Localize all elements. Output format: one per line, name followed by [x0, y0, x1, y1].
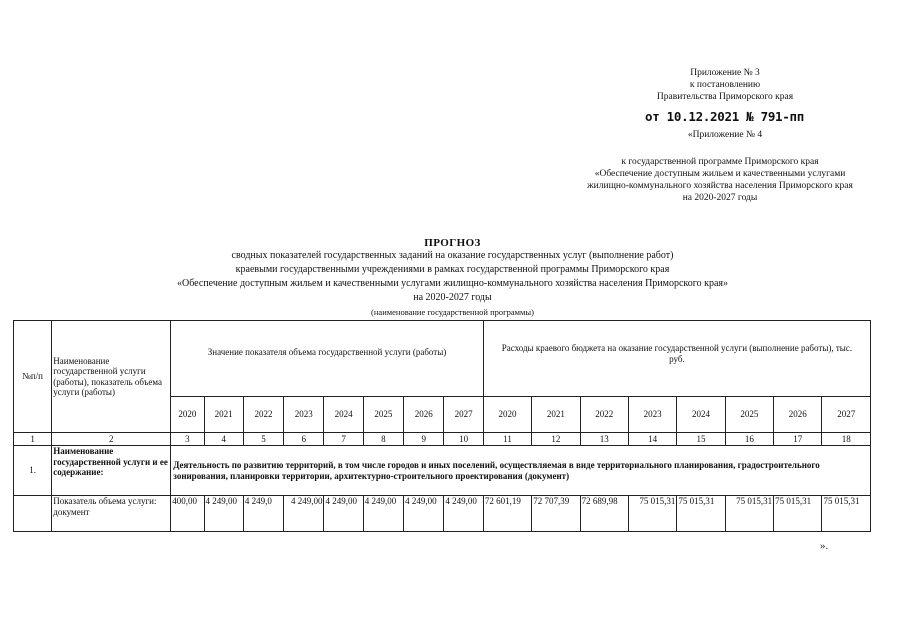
col-number: 14 [628, 433, 676, 446]
year-expense-2026: 2026 [774, 397, 822, 433]
year-volume-2024: 2024 [324, 397, 363, 433]
program-ref-line2: «Обеспечение доступным жильем и качественными услугами [594, 169, 846, 179]
year-volume-2020: 2020 [171, 397, 204, 433]
col-number: 6 [284, 433, 324, 446]
header-expense-group: Расходы краевого бюджета на оказание государственной услуги (выполнение работы), тыс. руб. [483, 321, 870, 397]
indicator-row-num [14, 496, 52, 532]
indicator-row [14, 496, 871, 532]
expense-2020: 72 601,19 [483, 496, 531, 532]
volume-2023: 4 249,00 [284, 496, 324, 532]
appendix-number: Приложение № 3 [690, 68, 760, 78]
program-ref-line4: на 2020-2027 годы [682, 193, 758, 203]
year-expense-2023: 2023 [628, 397, 676, 433]
service-row [14, 446, 871, 496]
service-content: Деятельность по развитию территорий, в том числе городов и иных поселений, осуществляемая в виде территориального планирования, градостроительного зонирования, планировки территории, архитектурно-строительного проектирования (документ) [171, 446, 871, 496]
year-volume-2027: 2027 [444, 397, 483, 433]
indicator-name: Показатель объема услуги: документ [52, 496, 171, 532]
year-expense-2022: 2022 [580, 397, 628, 433]
header-row-groups [14, 321, 871, 397]
order-date-number: от 10.12.2021 № 791-пп [645, 109, 804, 124]
header-num: №п/п [14, 321, 52, 433]
col-number: 7 [324, 433, 363, 446]
document-title: ПРОГНОЗ [424, 237, 481, 249]
service-row-num: 1. [14, 446, 52, 496]
volume-2022: 4 249,0 [243, 496, 283, 532]
volume-2024: 4 249,00 [324, 496, 363, 532]
expense-2024: 75 015,31 [677, 496, 725, 532]
volume-2025: 4 249,00 [363, 496, 403, 532]
year-expense-2020: 2020 [483, 397, 531, 433]
subtitle-line-4: на 2020-2027 годы [413, 292, 492, 303]
col-number: 8 [363, 433, 403, 446]
col-number: 15 [677, 433, 725, 446]
subtitle-line-3: «Обеспечение доступным жильем и качественными услугами жилищно-коммунального хозяйства населения Приморского края» [176, 278, 729, 289]
year-expense-2027: 2027 [822, 397, 871, 433]
col-number: 16 [725, 433, 773, 446]
year-volume-2022: 2022 [243, 397, 283, 433]
volume-2021: 4 249,00 [204, 496, 243, 532]
year-volume-2026: 2026 [404, 397, 444, 433]
closing-quote: ». [820, 540, 829, 552]
col-number: 3 [171, 433, 204, 446]
col-number: 17 [774, 433, 822, 446]
volume-2020: 400,00 [171, 496, 204, 532]
col-number: 11 [483, 433, 531, 446]
col-number: 9 [404, 433, 444, 446]
subtitle-line-2: краевыми государственными учреждениями в рамках государственной программы Приморского края [235, 264, 670, 275]
volume-2027: 4 249,00 [444, 496, 483, 532]
expense-2023: 75 015,31 [628, 496, 676, 532]
subtitle-line-1: сводных показателей государственных заданий на оказание государственных услуг (выполнение работ) [231, 250, 674, 261]
year-volume-2023: 2023 [284, 397, 324, 433]
col-number: 10 [444, 433, 483, 446]
year-expense-2024: 2024 [677, 397, 725, 433]
service-name-label: Наименование государственной услуги и ее содержание: [52, 446, 171, 496]
col-number: 1 [14, 433, 52, 446]
program-ref-line1: к государственной программе Приморского края [621, 157, 819, 167]
col-number: 13 [580, 433, 628, 446]
expense-2021: 72 707,39 [532, 496, 580, 532]
expense-2027: 75 015,31 [822, 496, 871, 532]
col-number: 12 [532, 433, 580, 446]
col-number: 18 [822, 433, 871, 446]
volume-2026: 4 249,00 [404, 496, 444, 532]
year-volume-2025: 2025 [363, 397, 403, 433]
forecast-table [13, 320, 871, 532]
year-expense-2025: 2025 [725, 397, 773, 433]
appendix-government: Правительства Приморского края [656, 92, 794, 102]
appendix-inner-number: «Приложение № 4 [687, 130, 763, 140]
col-number: 2 [52, 433, 171, 446]
expense-2026: 75 015,31 [774, 496, 822, 532]
col-number: 5 [243, 433, 283, 446]
program-ref-line3: жилищно-коммунального хозяйства населения Приморского края [587, 181, 853, 191]
col-number: 4 [204, 433, 243, 446]
year-expense-2021: 2021 [532, 397, 580, 433]
program-name-hint: (наименование государственной программы) [371, 307, 534, 317]
expense-2025: 75 015,31 [725, 496, 773, 532]
year-volume-2021: 2021 [204, 397, 243, 433]
column-numbers-row [14, 433, 871, 446]
header-volume-group: Значение показателя объема государственной услуги (работы) [171, 321, 484, 397]
expense-2022: 72 689,98 [580, 496, 628, 532]
appendix-resolution-ref: к постановлению [689, 80, 761, 90]
header-name: Наименование государственной услуги (работы), показатель объема услуги (работы) [52, 321, 171, 433]
